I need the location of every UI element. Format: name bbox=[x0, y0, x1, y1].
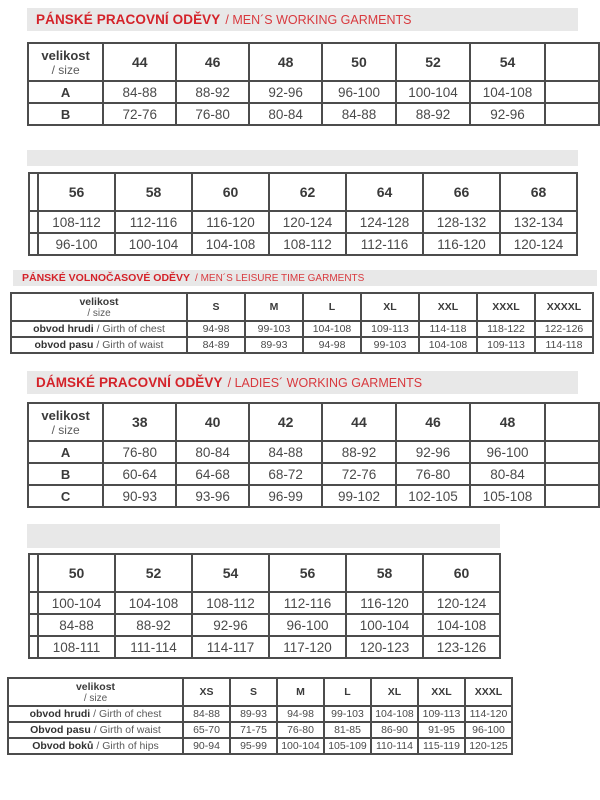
size-value-cell: 112-116 bbox=[346, 233, 423, 255]
table-body bbox=[8, 706, 512, 754]
column-header: XXXXL bbox=[535, 293, 593, 321]
size-value-cell: 109-113 bbox=[477, 337, 535, 353]
size-value-cell: 60-64 bbox=[103, 463, 176, 485]
size-sublabel: / size bbox=[51, 62, 80, 77]
size-value-cell: 104-108 bbox=[470, 81, 544, 103]
column-header: 46 bbox=[396, 403, 470, 441]
size-value-cell: 114-118 bbox=[535, 337, 593, 353]
row-label bbox=[11, 337, 187, 353]
size-value-cell: 120-124 bbox=[423, 592, 500, 614]
column-header: XXL bbox=[419, 293, 477, 321]
size-sublabel: / size bbox=[87, 307, 111, 319]
row-label: C bbox=[28, 485, 103, 507]
size-value-cell: 96-99 bbox=[249, 485, 322, 507]
clipped-column bbox=[545, 43, 599, 81]
table-header bbox=[28, 43, 599, 81]
measure-name-en: / Girth of chest bbox=[90, 708, 162, 720]
men-working-title-cs: PÁNSKÉ PRACOVNÍ ODĚVY bbox=[36, 12, 221, 27]
size-value-cell: 116-120 bbox=[423, 233, 500, 255]
men-working-table-part2 bbox=[28, 172, 578, 256]
size-value-cell: 88-92 bbox=[322, 441, 396, 463]
measure-name-cs: Obvod boků bbox=[32, 740, 94, 752]
table-row bbox=[29, 233, 577, 255]
size-value-cell: 92-96 bbox=[396, 441, 470, 463]
size-value-cell: 90-94 bbox=[183, 738, 230, 754]
size-value-cell: 115-119 bbox=[418, 738, 465, 754]
size-value-cell: 68-72 bbox=[249, 463, 322, 485]
size-value-cell: 128-132 bbox=[423, 211, 500, 233]
table-body bbox=[28, 81, 599, 125]
size-value-cell: 96-100 bbox=[38, 233, 115, 255]
size-table bbox=[27, 42, 600, 126]
size-value-cell: 99-103 bbox=[245, 321, 303, 337]
men-leisure-title-cs: PÁNSKÉ VOLNOČASOVÉ ODĚVY bbox=[22, 272, 191, 284]
size-value-cell: 88-92 bbox=[115, 614, 192, 636]
size-value-cell: 110-114 bbox=[371, 738, 418, 754]
size-table bbox=[28, 172, 578, 256]
size-value-cell: 84-89 bbox=[187, 337, 245, 353]
column-header: 66 bbox=[423, 173, 500, 211]
size-value-cell: 102-105 bbox=[396, 485, 470, 507]
table-row bbox=[28, 441, 599, 463]
size-value-cell: 100-104 bbox=[277, 738, 324, 754]
column-header: 40 bbox=[176, 403, 249, 441]
size-table bbox=[10, 292, 594, 354]
table-header bbox=[8, 678, 512, 706]
men-leisure-table bbox=[10, 292, 594, 354]
size-value-cell: 100-104 bbox=[38, 592, 115, 614]
clipped-cell bbox=[545, 441, 599, 463]
size-value-cell: 112-116 bbox=[269, 592, 346, 614]
size-value-cell: 120-124 bbox=[500, 233, 577, 255]
header-row bbox=[11, 293, 593, 321]
size-label-header bbox=[8, 678, 183, 706]
ladies-working-table-part1 bbox=[27, 402, 600, 508]
measure-name-en: / Girth of waist bbox=[93, 339, 164, 351]
table-row bbox=[29, 614, 500, 636]
velikost-label: velikost bbox=[75, 680, 116, 693]
size-value-cell: 89-93 bbox=[230, 706, 277, 722]
measure-name-en: / Girth of chest bbox=[93, 323, 165, 335]
column-header: XXXL bbox=[477, 293, 535, 321]
separator-band bbox=[27, 150, 578, 166]
size-value-cell: 108-112 bbox=[269, 233, 346, 255]
column-header: 58 bbox=[115, 173, 192, 211]
column-header: 48 bbox=[470, 403, 544, 441]
size-value-cell: 109-113 bbox=[418, 706, 465, 722]
clipped-label-cell bbox=[29, 233, 38, 255]
size-value-cell: 84-88 bbox=[249, 441, 322, 463]
measure-name-cs: obvod hrudi bbox=[29, 708, 91, 720]
size-value-cell: 76-80 bbox=[176, 103, 249, 125]
size-value-cell: 105-109 bbox=[324, 738, 371, 754]
clipped-column bbox=[545, 403, 599, 441]
size-value-cell: 86-90 bbox=[371, 722, 418, 738]
size-value-cell: 65-70 bbox=[183, 722, 230, 738]
row-label: B bbox=[28, 103, 103, 125]
size-value-cell: 100-104 bbox=[396, 81, 470, 103]
size-value-cell: 84-88 bbox=[103, 81, 176, 103]
size-value-cell: 114-120 bbox=[465, 706, 512, 722]
size-value-cell: 116-120 bbox=[346, 592, 423, 614]
size-value-cell: 96-100 bbox=[322, 81, 396, 103]
header-row bbox=[28, 43, 599, 81]
table-row bbox=[11, 337, 593, 353]
header-row bbox=[29, 554, 500, 592]
size-value-cell: 84-88 bbox=[183, 706, 230, 722]
size-value-cell: 104-108 bbox=[303, 321, 361, 337]
row-label: A bbox=[28, 81, 103, 103]
column-header: XS bbox=[183, 678, 230, 706]
column-header: 60 bbox=[192, 173, 269, 211]
size-value-cell: 99-103 bbox=[361, 337, 419, 353]
ladies-working-title-en: / LADIES´ WORKING GARMENTS bbox=[227, 375, 423, 390]
men-working-title-band bbox=[27, 8, 578, 31]
size-value-cell: 93-96 bbox=[176, 485, 249, 507]
size-value-cell: 94-98 bbox=[277, 706, 324, 722]
column-header: 44 bbox=[103, 43, 176, 81]
column-header: 54 bbox=[470, 43, 544, 81]
table-row bbox=[8, 722, 512, 738]
column-header: XXL bbox=[418, 678, 465, 706]
ladies-working-title-cs: DÁMSKÉ PRACOVNÍ ODĚVY bbox=[36, 375, 223, 390]
size-value-cell: 109-113 bbox=[361, 321, 419, 337]
column-header: XL bbox=[361, 293, 419, 321]
size-value-cell: 94-98 bbox=[303, 337, 361, 353]
ladies-letter-sizes-table bbox=[7, 677, 513, 755]
measure-name-cs: obvod hrudi bbox=[33, 323, 94, 335]
clipped-cell bbox=[545, 485, 599, 507]
size-value-cell: 88-92 bbox=[176, 81, 249, 103]
table-header bbox=[11, 293, 593, 321]
column-header: XXXL bbox=[465, 678, 512, 706]
column-header: L bbox=[324, 678, 371, 706]
size-value-cell: 105-108 bbox=[470, 485, 544, 507]
ladies-working-title-band bbox=[27, 371, 578, 394]
size-value-cell: 96-100 bbox=[465, 722, 512, 738]
column-header: M bbox=[245, 293, 303, 321]
column-header: M bbox=[277, 678, 324, 706]
size-value-cell: 91-95 bbox=[418, 722, 465, 738]
size-value-cell: 90-93 bbox=[103, 485, 176, 507]
row-label bbox=[11, 321, 187, 337]
size-value-cell: 76-80 bbox=[277, 722, 324, 738]
size-value-cell: 76-80 bbox=[103, 441, 176, 463]
size-value-cell: 104-108 bbox=[371, 706, 418, 722]
table-row bbox=[29, 592, 500, 614]
column-header: 52 bbox=[396, 43, 470, 81]
size-value-cell: 120-125 bbox=[465, 738, 512, 754]
clipped-label-cell bbox=[29, 211, 38, 233]
table-header bbox=[28, 403, 599, 441]
size-value-cell: 96-100 bbox=[470, 441, 544, 463]
size-sublabel: / size bbox=[83, 692, 108, 704]
column-header: S bbox=[187, 293, 245, 321]
size-value-cell: 118-122 bbox=[477, 321, 535, 337]
size-value-cell: 80-84 bbox=[470, 463, 544, 485]
size-value-cell: 117-120 bbox=[269, 636, 346, 658]
table-header bbox=[29, 173, 577, 211]
column-header: 64 bbox=[346, 173, 423, 211]
size-value-cell: 99-102 bbox=[322, 485, 396, 507]
clipped-cell bbox=[545, 463, 599, 485]
size-table bbox=[7, 677, 513, 755]
header-row bbox=[8, 678, 512, 706]
size-value-cell: 122-126 bbox=[535, 321, 593, 337]
size-label-header bbox=[28, 43, 103, 81]
size-value-cell: 104-108 bbox=[192, 233, 269, 255]
size-value-cell: 99-103 bbox=[324, 706, 371, 722]
table-row bbox=[28, 463, 599, 485]
size-value-cell: 95-99 bbox=[230, 738, 277, 754]
column-header: 38 bbox=[103, 403, 176, 441]
table-body bbox=[28, 441, 599, 507]
column-header: XL bbox=[371, 678, 418, 706]
table-row bbox=[29, 211, 577, 233]
column-header: 42 bbox=[249, 403, 322, 441]
separator-band bbox=[27, 524, 500, 548]
size-value-cell: 84-88 bbox=[322, 103, 396, 125]
size-value-cell: 114-118 bbox=[419, 321, 477, 337]
column-header: L bbox=[303, 293, 361, 321]
size-table bbox=[28, 553, 501, 659]
table-row bbox=[11, 321, 593, 337]
size-value-cell: 72-76 bbox=[322, 463, 396, 485]
header-row bbox=[28, 403, 599, 441]
size-table bbox=[27, 402, 600, 508]
table-row bbox=[8, 738, 512, 754]
size-value-cell: 111-114 bbox=[115, 636, 192, 658]
table-header bbox=[29, 554, 500, 592]
ladies-working-table-part2 bbox=[28, 553, 501, 659]
men-leisure-title-band bbox=[13, 270, 597, 286]
velikost-label: velikost bbox=[41, 407, 90, 423]
size-label-header bbox=[11, 293, 187, 321]
size-value-cell: 81-85 bbox=[324, 722, 371, 738]
row-label bbox=[8, 706, 183, 722]
size-value-cell: 92-96 bbox=[249, 81, 322, 103]
column-header: 56 bbox=[269, 554, 346, 592]
velikost-label: velikost bbox=[79, 295, 119, 308]
measure-name-en: / Girth of waist bbox=[90, 724, 161, 736]
size-sublabel: / size bbox=[51, 422, 80, 437]
size-value-cell: 108-112 bbox=[192, 592, 269, 614]
size-value-cell: 71-75 bbox=[230, 722, 277, 738]
measure-name-cs: obvod pasu bbox=[34, 339, 94, 351]
size-value-cell: 124-128 bbox=[346, 211, 423, 233]
size-value-cell: 120-124 bbox=[269, 211, 346, 233]
size-value-cell: 114-117 bbox=[192, 636, 269, 658]
table-body bbox=[29, 211, 577, 255]
clipped-cell bbox=[545, 103, 599, 125]
size-value-cell: 92-96 bbox=[470, 103, 544, 125]
column-header: 56 bbox=[38, 173, 115, 211]
row-label bbox=[8, 722, 183, 738]
size-value-cell: 88-92 bbox=[396, 103, 470, 125]
clipped-label-cell bbox=[29, 592, 38, 614]
clipped-label-cell bbox=[29, 636, 38, 658]
size-value-cell: 80-84 bbox=[249, 103, 322, 125]
size-value-cell: 108-111 bbox=[38, 636, 115, 658]
size-value-cell: 76-80 bbox=[396, 463, 470, 485]
men-leisure-title-en: / MEN´S LEISURE TIME GARMENTS bbox=[195, 272, 365, 284]
clipped-label-column bbox=[29, 554, 38, 592]
size-value-cell: 94-98 bbox=[187, 321, 245, 337]
column-header: 54 bbox=[192, 554, 269, 592]
column-header: 44 bbox=[322, 403, 396, 441]
table-row bbox=[8, 706, 512, 722]
column-header: S bbox=[230, 678, 277, 706]
column-header: 52 bbox=[115, 554, 192, 592]
table-row bbox=[29, 636, 500, 658]
size-value-cell: 72-76 bbox=[103, 103, 176, 125]
clipped-cell bbox=[545, 81, 599, 103]
size-value-cell: 89-93 bbox=[245, 337, 303, 353]
header-row bbox=[29, 173, 577, 211]
column-header: 58 bbox=[346, 554, 423, 592]
size-value-cell: 96-100 bbox=[269, 614, 346, 636]
size-value-cell: 104-108 bbox=[115, 592, 192, 614]
size-value-cell: 108-112 bbox=[38, 211, 115, 233]
column-header: 46 bbox=[176, 43, 249, 81]
measure-name-cs: Obvod pasu bbox=[30, 724, 91, 736]
size-value-cell: 100-104 bbox=[115, 233, 192, 255]
table-body bbox=[29, 592, 500, 658]
row-label: A bbox=[28, 441, 103, 463]
size-value-cell: 104-108 bbox=[419, 337, 477, 353]
size-value-cell: 80-84 bbox=[176, 441, 249, 463]
column-header: 48 bbox=[249, 43, 322, 81]
column-header: 68 bbox=[500, 173, 577, 211]
column-header: 50 bbox=[322, 43, 396, 81]
size-value-cell: 112-116 bbox=[115, 211, 192, 233]
size-label-header bbox=[28, 403, 103, 441]
size-value-cell: 64-68 bbox=[176, 463, 249, 485]
clipped-label-column bbox=[29, 173, 38, 211]
row-label: B bbox=[28, 463, 103, 485]
size-value-cell: 84-88 bbox=[38, 614, 115, 636]
men-working-title-en: / MEN´S WORKING GARMENTS bbox=[225, 12, 412, 27]
size-value-cell: 92-96 bbox=[192, 614, 269, 636]
size-value-cell: 116-120 bbox=[192, 211, 269, 233]
size-value-cell: 120-123 bbox=[346, 636, 423, 658]
table-row bbox=[28, 485, 599, 507]
row-label bbox=[8, 738, 183, 754]
measure-name-en: / Girth of hips bbox=[93, 740, 159, 752]
column-header: 50 bbox=[38, 554, 115, 592]
clipped-label-cell bbox=[29, 614, 38, 636]
size-value-cell: 104-108 bbox=[423, 614, 500, 636]
table-row bbox=[28, 81, 599, 103]
table-row bbox=[28, 103, 599, 125]
velikost-label: velikost bbox=[41, 47, 90, 63]
table-body bbox=[11, 321, 593, 353]
size-value-cell: 132-134 bbox=[500, 211, 577, 233]
column-header: 62 bbox=[269, 173, 346, 211]
size-value-cell: 100-104 bbox=[346, 614, 423, 636]
men-working-table-part1 bbox=[27, 42, 600, 126]
column-header: 60 bbox=[423, 554, 500, 592]
size-value-cell: 123-126 bbox=[423, 636, 500, 658]
